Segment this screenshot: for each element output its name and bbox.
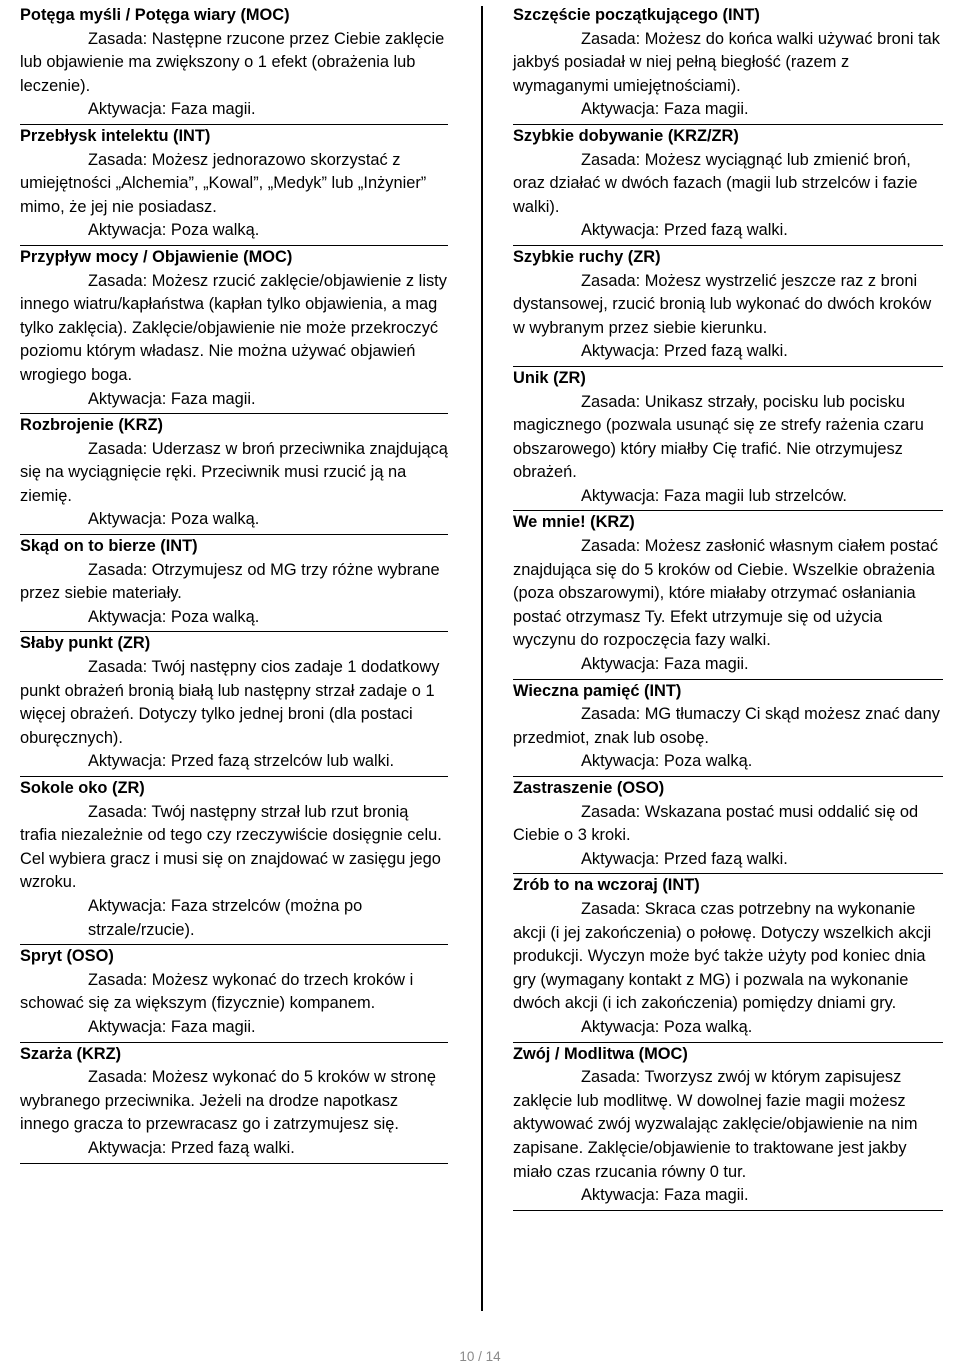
feat-rule: [513, 703, 943, 750]
column-divider: [481, 6, 483, 1311]
feat-title: Przebłysk intelektu (INT): [20, 126, 211, 145]
feat-entry: [20, 777, 448, 945]
feat-activation: Aktywacja: Poza walką.: [581, 1017, 753, 1036]
feat-rule: [20, 969, 448, 1016]
feat-title: Szarża (KRZ): [20, 1044, 122, 1063]
feat-rule: [513, 149, 943, 220]
feat-title: Przypływ mocy / Objawienie (MOC): [20, 247, 293, 266]
feat-entry: [513, 367, 943, 512]
feat-rule: [20, 149, 448, 220]
feat-rule: [20, 438, 448, 509]
feat-rule-text: Zasada: Możesz do końca walki używać broni tak jakbyś posiadał w niej pełną biegłość (razem z wymaganymi umiejętnościami).: [513, 29, 940, 95]
feat-activation: Aktywacja: Poza walką.: [88, 607, 260, 626]
feat-rule: [513, 1066, 943, 1184]
feat-rule-text: Zasada: Możesz wyciągnąć lub zmienić broń, oraz działać w dwóch fazach (magii lub strzelców i fazie walki).: [513, 150, 918, 216]
feat-entry: [513, 1043, 943, 1211]
feat-entry: [20, 535, 448, 632]
feat-rule-text: Zasada: Możesz zasłonić własnym ciałem postać znajdująca się do 5 kroków od Ciebie. Wszelkie obrażenia (poza obszarowymi), które miałaby otrzymać osłaniania postać otrzymasz Ty. Efekt utrzymuje się od użycia wyczynu do rozpoczęcia fazy walki.: [513, 537, 939, 650]
feat-rule: [513, 898, 943, 1016]
feat-entry: [20, 1043, 448, 1164]
feat-title: Skąd on to bierze (INT): [20, 537, 198, 556]
feat-rule-text: Zasada: Skraca czas potrzebny na wykonanie akcji (i jej zakończenia) o połowę. Dotyczy wszelkich akcji produkcji. Wyczyn może być także użyty pod koniec dnia gry (wymagany kontakt z MG) i pozwala na wykonanie dwóch akcji (i ich zakończenia) pomiędzy dniami gry.: [513, 899, 932, 1013]
feat-title: Potęga myśli / Potęga wiary (MOC): [20, 6, 290, 24]
feat-entry: [20, 632, 448, 777]
feat-title: Zastraszenie (OSO): [513, 779, 665, 797]
page-number: 10 / 14: [459, 1349, 501, 1364]
feat-entry: [20, 125, 448, 246]
feat-entry: [513, 511, 943, 679]
feat-activation: Aktywacja: Przed fazą strzelców lub walki.: [88, 752, 395, 771]
feat-activation: Aktywacja: Przed fazą walki.: [581, 342, 788, 361]
feat-rule-text: Zasada: MG tłumaczy Ci skąd możesz znać dany przedmiot, znak lub osobę.: [513, 705, 940, 747]
feat-activation: Aktywacja: Przed fazą walki.: [581, 221, 788, 240]
feat-entry: [513, 125, 943, 246]
feat-rule: [513, 535, 943, 653]
feat-activation: Aktywacja: Faza magii.: [88, 100, 256, 119]
feat-entry: [513, 777, 943, 874]
feat-title: Szybkie ruchy (ZR): [513, 247, 661, 266]
feat-rule-text: Zasada: Twój następny strzał lub rzut bronią trafia niezależnie od tego czy rzeczywiście dosięgnie celu. Cel wybiera gracz i musi się on znajdować w zasięgu jego wzroku.: [20, 802, 442, 892]
feat-rule-text: Zasada: Twój następny cios zadaje 1 dodatkowy punkt obrażeń bronią białą lub następny strzał zadaje o 1 więcej obrażeń. Dotyczy tylko jednej broni (dla postaci oburęcznych).: [20, 658, 440, 747]
feat-rule-text: Zasada: Wskazana postać musi oddalić się od Ciebie o 3 kroki.: [513, 802, 919, 845]
feat-activation: Aktywacja: Przed fazą walki.: [88, 1138, 295, 1157]
feat-title: Sokole oko (ZR): [20, 779, 145, 797]
feat-rule-text: Zasada: Uderzasz w broń przeciwnika znajdującą się na wyciągnięcie ręki. Przeciwnik musi rzucić ją na ziemię.: [20, 439, 448, 505]
feat-rule-text: Zasada: Możesz wykonać do 5 kroków w stronę wybranego przeciwnika. Jeżeli na drodze napotkasz innego gracza to przewracasz go i zatrzymujesz się.: [20, 1068, 436, 1134]
feat-activation: Aktywacja: Faza magii lub strzelców.: [581, 486, 847, 505]
feat-activation: Aktywacja: Faza magii.: [88, 389, 256, 408]
feat-entry: [513, 246, 943, 367]
feat-activation: Aktywacja: Faza strzelców (można po strzale/rzucie).: [88, 896, 363, 939]
feat-rule: [513, 270, 943, 341]
feat-title: Słaby punkt (ZR): [20, 634, 151, 653]
feat-activation: Aktywacja: Faza magii.: [581, 100, 749, 119]
feat-entry: [20, 945, 448, 1042]
feat-entry: [513, 680, 943, 777]
feat-rule: [20, 270, 448, 388]
feat-entry: [513, 4, 943, 125]
feat-rule-text: Zasada: Otrzymujesz od MG trzy różne wybrane przez siebie materiały.: [20, 560, 440, 603]
feat-activation: Aktywacja: Faza magii.: [581, 655, 749, 674]
left-column: [20, 4, 448, 1164]
feat-rule: [513, 391, 943, 485]
feat-title: Wieczna pamięć (INT): [513, 681, 682, 700]
feat-rule-text: Zasada: Możesz wykonać do trzech kroków i schować się za większym (fizycznie) kompanem.: [20, 970, 414, 1013]
feat-entry: [20, 414, 448, 535]
feat-activation: Aktywacja: Faza magii.: [88, 1017, 256, 1036]
feat-rule-text: Zasada: Następne rzucone przez Ciebie zaklęcie lub objawienie ma zwiększony o 1 efekt (obrażenia lub leczenie).: [20, 29, 445, 95]
feat-title: Rozbrojenie (KRZ): [20, 416, 163, 435]
feat-rule-text: Zasada: Możesz rzucić zaklęcie/objawienie z listy innego wiatru/kapłaństwa (kapłan tylko objawienia, a mag tylko zaklęcia). Zaklęcie/objawienie nie może przekroczyć poziomu którym władasz. Nie można używać objawień wrogiego boga.: [20, 271, 447, 384]
feat-rule: [20, 559, 448, 606]
feat-rule: [20, 1066, 448, 1137]
feat-title: Szybkie dobywanie (KRZ/ZR): [513, 126, 739, 145]
feat-entry: [20, 246, 448, 414]
feat-activation: Aktywacja: Poza walką.: [88, 221, 260, 240]
feat-title: We mnie! (KRZ): [513, 513, 635, 532]
feat-title: Zwój / Modlitwa (MOC): [513, 1044, 688, 1063]
feat-rule: [513, 28, 943, 99]
right-column: [513, 4, 943, 1211]
feat-activation: Aktywacja: Poza walką.: [88, 510, 260, 529]
feat-rule: [20, 28, 448, 99]
feat-title: Spryt (OSO): [20, 947, 114, 966]
feat-rule-text: Zasada: Tworzysz zwój w którym zapisujesz zaklęcie lub modlitwę. W dowolnej fazie magii możesz aktywować zwój wyzwalając zaklęcie/objawienie na nim zapisane. Zaklęcie/objawienie to traktowane jest jakby miało czas rzucania równy 0 tur.: [513, 1068, 918, 1181]
feat-title: Szczęście początkującego (INT): [513, 6, 760, 24]
feat-rule-text: Zasada: Możesz wystrzelić jeszcze raz z broni dystansowej, rzucić bronią lub wykonać do dwóch kroków w wybranym przez siebie kierunku.: [513, 271, 932, 337]
feat-entry: [20, 4, 448, 125]
feat-title: Unik (ZR): [513, 368, 586, 387]
feat-title: Zrób to na wczoraj (INT): [513, 876, 700, 895]
feat-rule-text: Zasada: Unikasz strzały, pocisku lub pocisku magicznego (pozwala usunąć się ze strefy rażenia czaru obszarowego) który miałby Cię trafić. Nie otrzymujesz obrażeń.: [513, 392, 924, 482]
feat-activation: Aktywacja: Przed fazą walki.: [581, 849, 788, 868]
feat-activation: Aktywacja: Faza magii.: [581, 1186, 749, 1205]
feat-entry: [513, 874, 943, 1042]
feat-rule-text: Zasada: Możesz jednorazowo skorzystać z umiejętności „Alchemia”, „Kowal”, „Medyk” lub „Inżynier” mimo, że jej nie posiadasz.: [20, 150, 427, 216]
feat-rule: [20, 656, 448, 750]
feat-rule: [20, 801, 448, 895]
feat-rule: [513, 801, 943, 848]
feat-activation: Aktywacja: Poza walką.: [581, 752, 753, 771]
